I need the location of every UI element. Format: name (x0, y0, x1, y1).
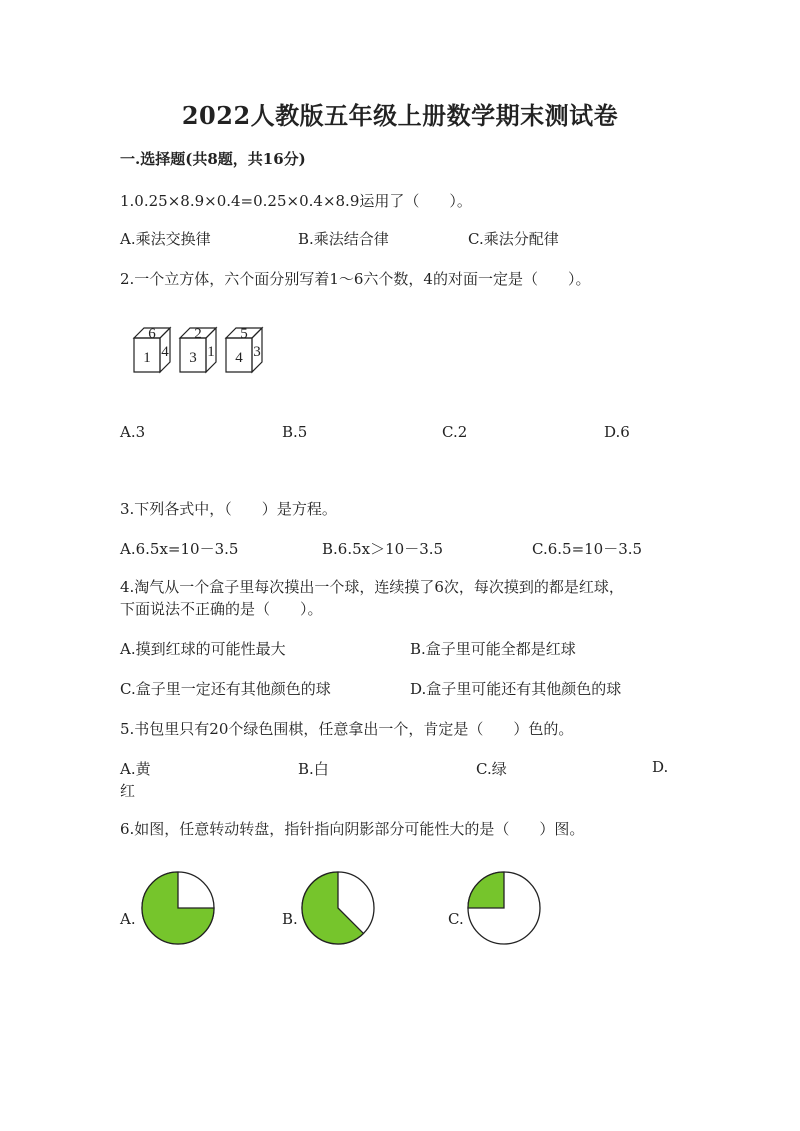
question-6-option-b[interactable]: B. (282, 910, 298, 928)
question-5-stem: 5.书包里只有20个绿色围棋，任意拿出一个，肯定是（ ）色的。 (120, 720, 574, 738)
question-3-option-c[interactable]: C.6.5=10－3.5 (532, 540, 643, 558)
dice-2 (180, 326, 216, 372)
section-heading: 一.选择题(共8题，共16分) (120, 150, 306, 168)
question-4-stem-line-1: 4.淘气从一个盒子里每次摸出一个球，连续摸了6次，每次摸到的都是红球， (120, 578, 624, 596)
question-4-option-c[interactable]: C.盒子里一定还有其他颜色的球 (120, 680, 331, 698)
dice-3-front: 4 (235, 350, 243, 366)
question-6-stem: 6.如图，任意转动转盘，指针指向阴影部分可能性大的是（ ）图。 (120, 820, 585, 838)
question-5-option-b[interactable]: B.白 (298, 760, 329, 778)
question-6-option-a[interactable]: A. (120, 910, 136, 928)
question-2-option-c[interactable]: C.2 (442, 423, 468, 441)
spinner-b (300, 870, 376, 946)
question-5-option-c[interactable]: C.绿 (476, 760, 507, 778)
spinner-a (140, 870, 216, 946)
dice-3 (226, 326, 262, 372)
question-1-stem: 1.0.25×8.9×0.4=0.25×0.4×8.9运用了（ ）。 (120, 192, 472, 210)
question-5-option-d[interactable]: D. (652, 758, 669, 776)
dice-2-front: 3 (189, 350, 197, 366)
dice-figure (132, 326, 272, 374)
question-1-option-a[interactable]: A.乘法交换律 (120, 230, 211, 248)
question-4-option-b[interactable]: B.盒子里可能全都是红球 (410, 640, 576, 658)
question-5-option-a[interactable]: A.黄 (120, 760, 151, 778)
dice-2-side: 1 (207, 344, 215, 360)
dice-1-front: 1 (143, 350, 151, 366)
question-1-option-b[interactable]: B.乘法结合律 (298, 230, 389, 248)
question-4-option-a[interactable]: A.摸到红球的可能性最大 (120, 640, 286, 658)
question-2-option-d[interactable]: D.6 (604, 423, 630, 441)
question-3-option-a[interactable]: A.6.5x=10－3.5 (120, 540, 239, 558)
question-6-option-c[interactable]: C. (448, 910, 464, 928)
dice-2-top: 2 (194, 326, 202, 342)
question-4-option-d[interactable]: D.盒子里可能还有其他颜色的球 (410, 680, 622, 698)
dice-1-top: 6 (148, 326, 156, 342)
question-3-option-b[interactable]: B.6.5x＞10－3.5 (322, 540, 444, 558)
question-2-option-b[interactable]: B.5 (282, 423, 308, 441)
question-5-option-d-wrap: 红 (120, 782, 136, 800)
question-2-stem: 2.一个立方体，六个面分别写着1～6六个数，4的对面一定是（ ）。 (120, 270, 591, 288)
question-1-option-c[interactable]: C.乘法分配律 (468, 230, 559, 248)
dice-1-side: 4 (161, 344, 169, 360)
spinner-c-shaded (468, 872, 504, 908)
dice-1 (134, 326, 170, 372)
question-4-stem-line-2: 下面说法不正确的是（ ）。 (120, 600, 323, 618)
dice-3-top: 5 (240, 326, 248, 342)
page-title: 2022人教版五年级上册数学期末测试卷 (181, 101, 619, 130)
spinner-c (466, 870, 542, 946)
dice-3-side: 3 (253, 344, 261, 360)
question-2-option-a[interactable]: A.3 (120, 423, 146, 441)
question-3-stem: 3.下列各式中，（ ）是方程。 (120, 500, 337, 518)
